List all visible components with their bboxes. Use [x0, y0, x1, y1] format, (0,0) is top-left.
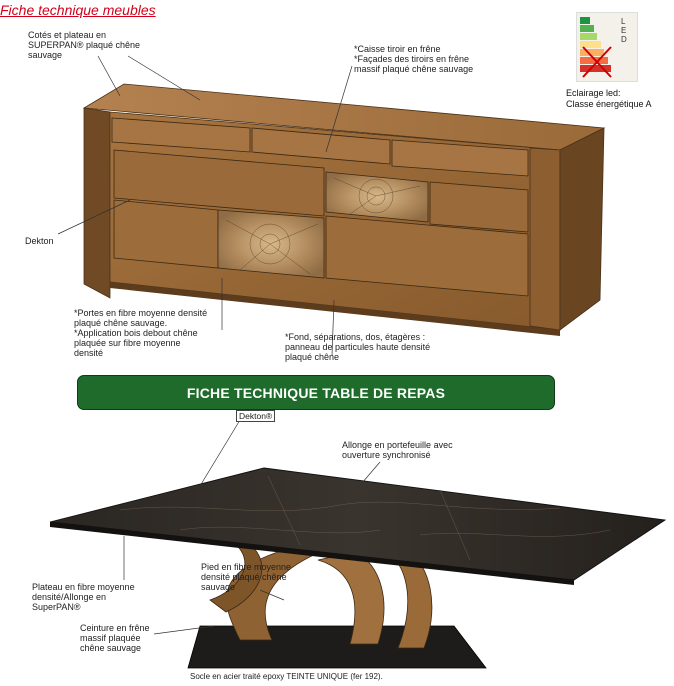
note-allonge: Allonge en portefeuille avec ouverture synchronisé	[342, 440, 453, 460]
section-banner: FICHE TECHNIQUE TABLE DE REPAS	[77, 375, 555, 410]
note-fond-separations: *Fond, séparations, dos, étagères : panneau de particules haute densité plaqué chêne	[285, 332, 431, 362]
note-ceinture: Ceinture en frêne massif plaquée chêne sauvage	[80, 623, 150, 653]
sideboard-drawing	[84, 84, 604, 336]
note-dekton-sideboard: Dekton	[25, 236, 54, 246]
note-portes: *Portes en fibre moyenne densité plaqué chêne sauvage. *Application bois debout chêne plaquée sur fibre moyenne densité	[74, 308, 208, 358]
note-pied: Pied en fibre moyenne densité plaqué chêne sauvage	[201, 562, 292, 592]
note-cotes-plateau: Cotés et plateau en SUPERPAN® plaqué chêne sauvage	[28, 30, 141, 60]
led-text: LED	[621, 17, 627, 44]
note-plateau: Plateau en fibre moyenne densité/Allonge en SuperPAN®	[32, 582, 135, 612]
note-socle: Socle en acier traité epoxy TEINTE UNIQUE (fer 192).	[190, 672, 383, 681]
energy-cross-icon	[577, 13, 637, 81]
note-dekton-table: Dekton®	[236, 410, 275, 422]
led-caption: Eclairage led: Classe énergétique A	[566, 88, 652, 109]
page-title: Fiche technique meubles	[0, 2, 156, 18]
energy-label	[576, 12, 638, 82]
note-caisse-tiroir: *Caisse tiroir en frêne *Façades des tiroirs en frêne massif plaqué chêne sauvage	[354, 44, 474, 74]
